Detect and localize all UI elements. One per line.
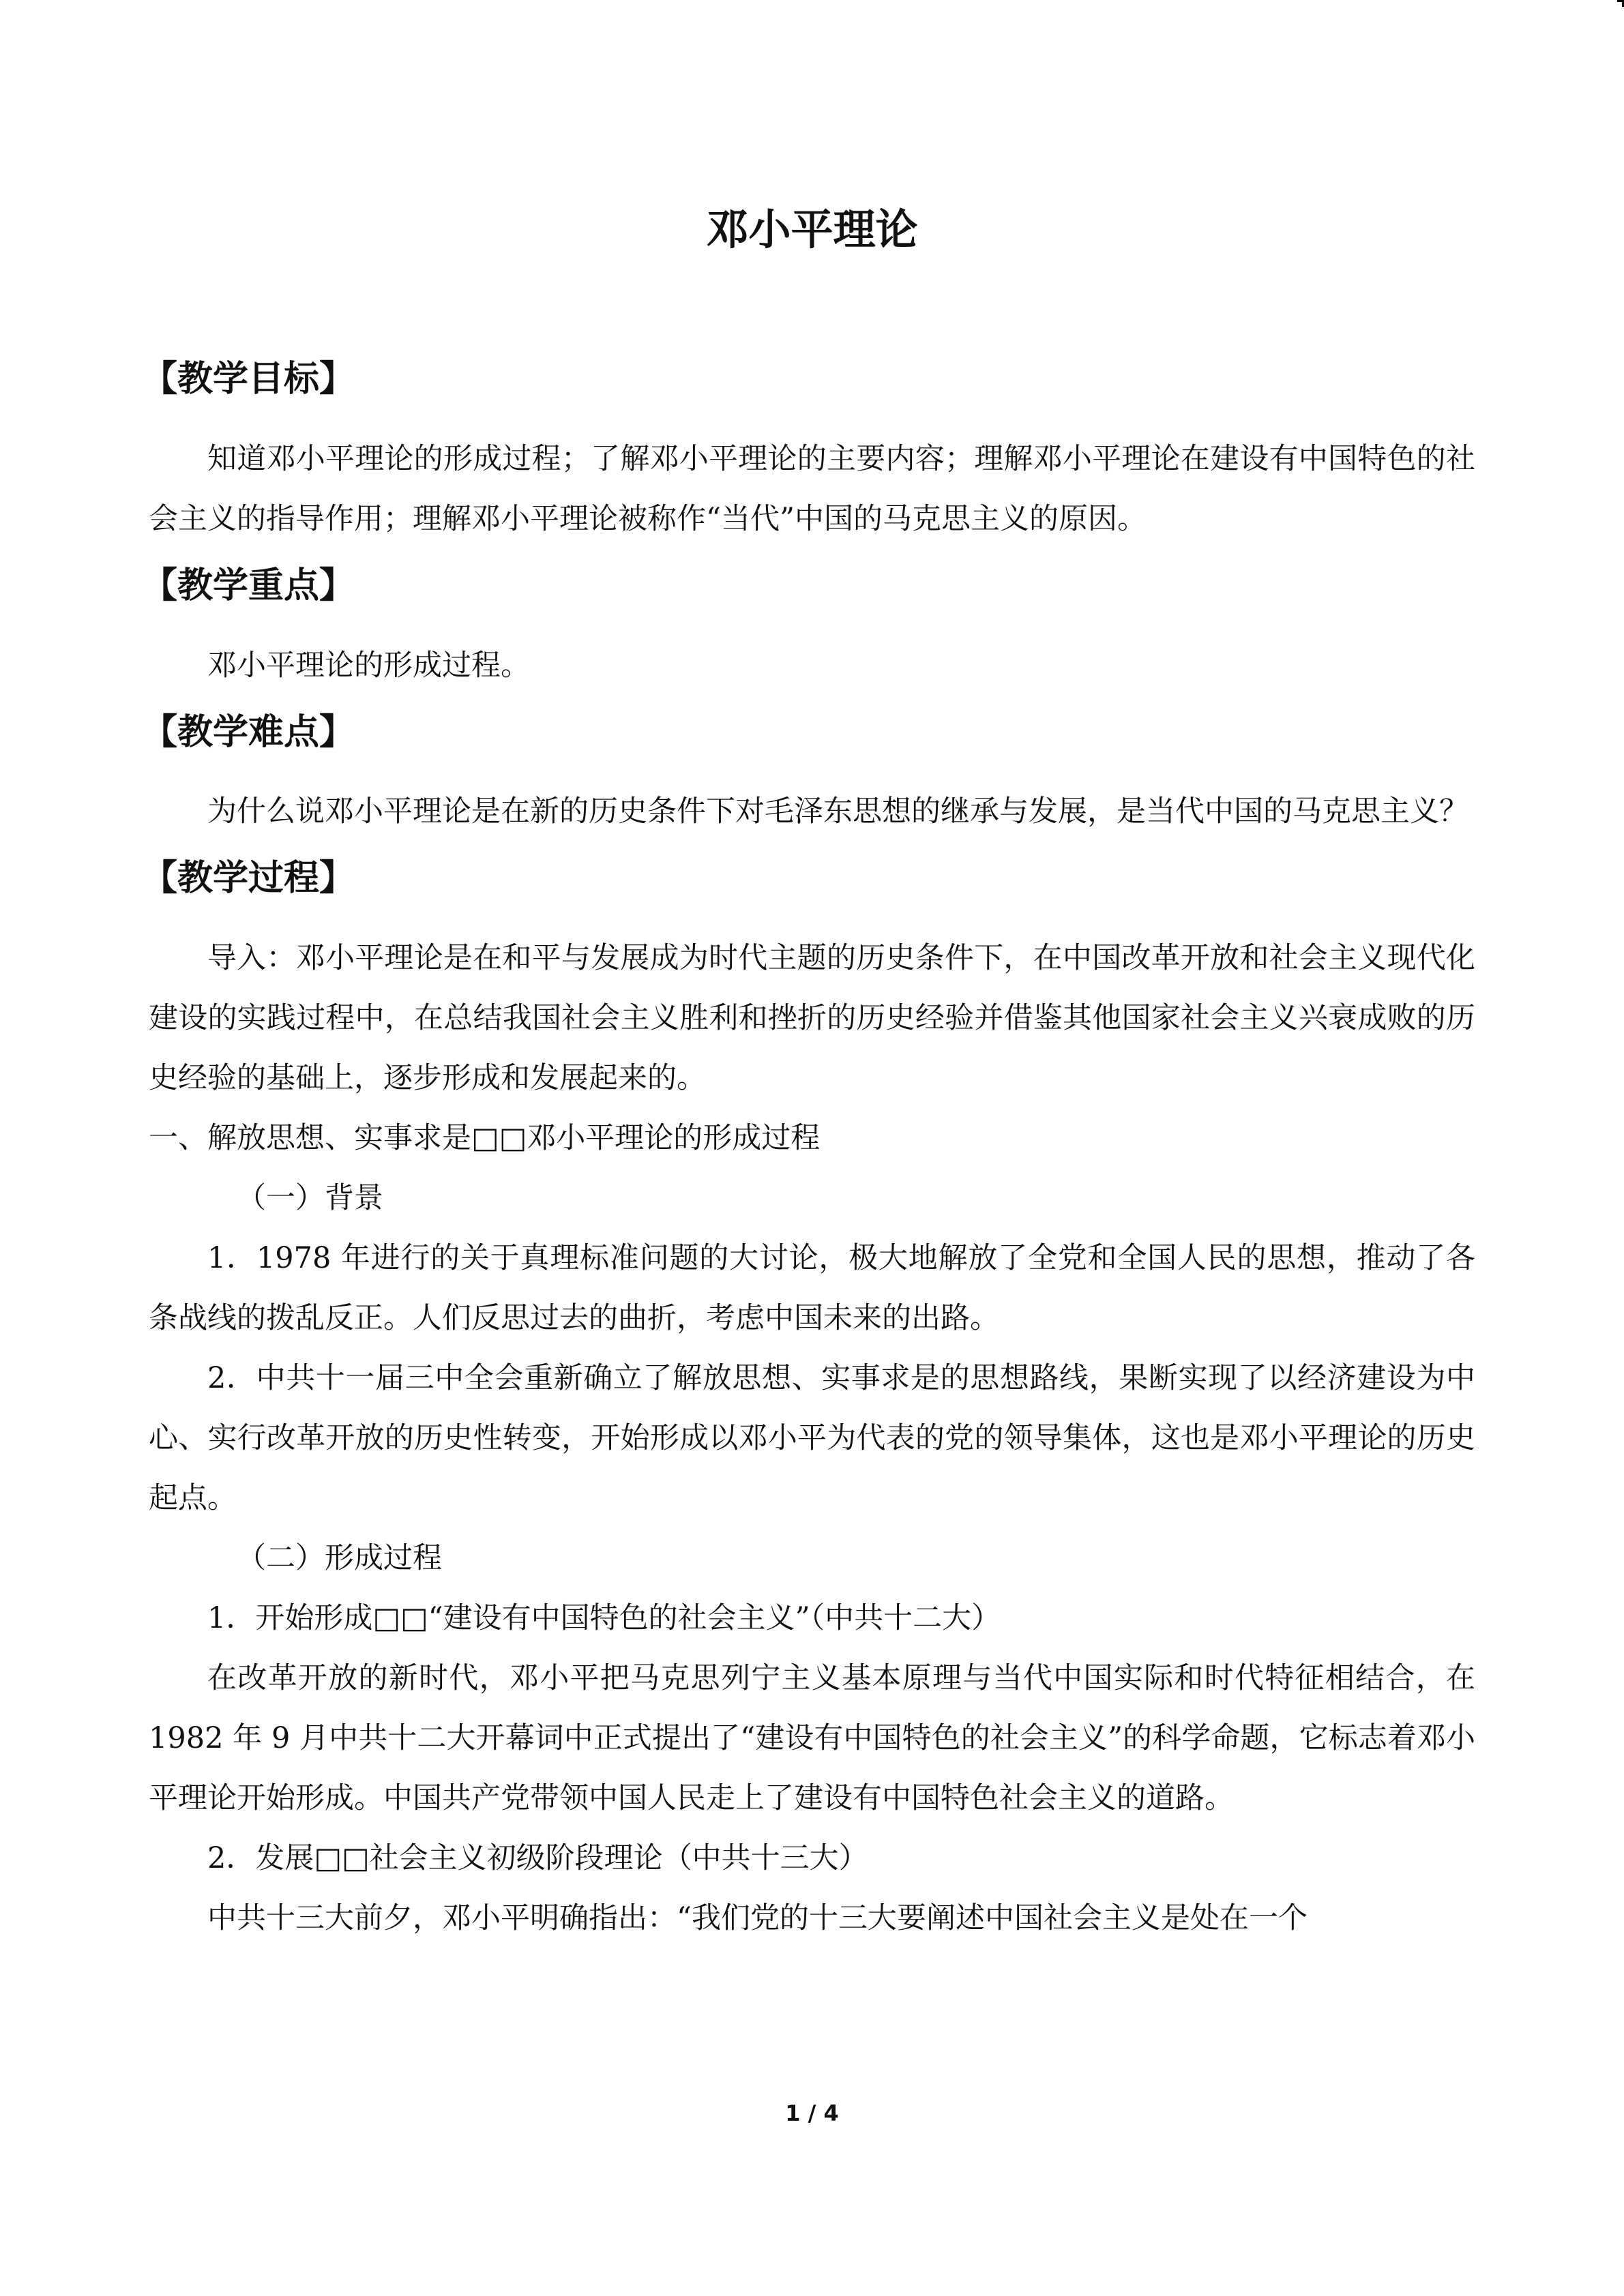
document-body bbox=[142, 355, 1475, 1948]
section-heading-difficulties: 【教学难点】 bbox=[142, 711, 355, 753]
part-one-title: 一、解放思想、实事求是□□邓小平理论的形成过程 bbox=[149, 1121, 821, 1156]
background-item-1: 1．1978 年进行的关于真理标准问题的大讨论，极大地解放了全党和全国人民的思想，推动了各条战线的拨乱反正。人们反思过去的曲折，考虑中国未来的出路。 bbox=[149, 1241, 1475, 1336]
section-heading-process: 【教学过程】 bbox=[142, 857, 355, 899]
subsection-background-title: （一）背景 bbox=[237, 1181, 383, 1216]
difficulties-text: 为什么说邓小平理论是在新的历史条件下对毛泽东思想的继承与发展，是当代中国的马克思主义？ bbox=[207, 794, 1468, 829]
section-heading-key-points: 【教学重点】 bbox=[142, 564, 355, 606]
stage-1-text: 在改革开放的新时代，邓小平把马克思列宁主义基本原理与当代中国实际和时代特征相结合，在 1982 年 9 月中共十二大开幕词中正式提出了“建设有中国特色的社会主义”的科学命题，它标志着邓小平理论开始形成。中国共产党带领中国人民走上了建设有中国特色社会主义的道路。 bbox=[149, 1661, 1475, 1816]
stage-2-text: 中共十三大前夕，邓小平明确指出：“我们党的十三大要阐述中国社会主义是处在一个 bbox=[207, 1901, 1308, 1936]
section-heading-objectives: 【教学目标】 bbox=[142, 358, 355, 400]
subsection-formation-title: （二）形成过程 bbox=[237, 1541, 442, 1576]
background-item-2: 2．中共十一届三中全会重新确立了解放思想、实事求是的思想路线，果断实现了以经济建设为中心、实行改革开放的历史性转变，开始形成以邓小平为代表的党的领导集体，这也是邓小平理论的历史起点。 bbox=[149, 1361, 1475, 1516]
key-points-text: 邓小平理论的形成过程。 bbox=[207, 648, 530, 683]
document-title: 邓小平理论 bbox=[706, 205, 918, 254]
stage-1-title: 1．开始形成□□“建设有中国特色的社会主义”（中共十二大） bbox=[207, 1601, 1001, 1636]
process-intro: 导入：邓小平理论是在和平与发展成为时代主题的历史条件下，在中国改革开放和社会主义现代化建设的实践过程中，在总结我国社会主义胜利和挫折的历史经验并借鉴其他国家社会主义兴衰成败的历史经验的基础上，逐步形成和发展起来的。 bbox=[149, 941, 1475, 1096]
page-number: 1 / 4 bbox=[785, 2100, 839, 2126]
objectives-text: 知道邓小平理论的形成过程；了解邓小平理论的主要内容；理解邓小平理论在建设有中国特色的社会主义的指导作用；理解邓小平理论被称作“当代”中国的马克思主义的原因。 bbox=[149, 441, 1475, 536]
stage-2-title: 2．发展□□社会主义初级阶段理论（中共十三大） bbox=[207, 1841, 868, 1876]
